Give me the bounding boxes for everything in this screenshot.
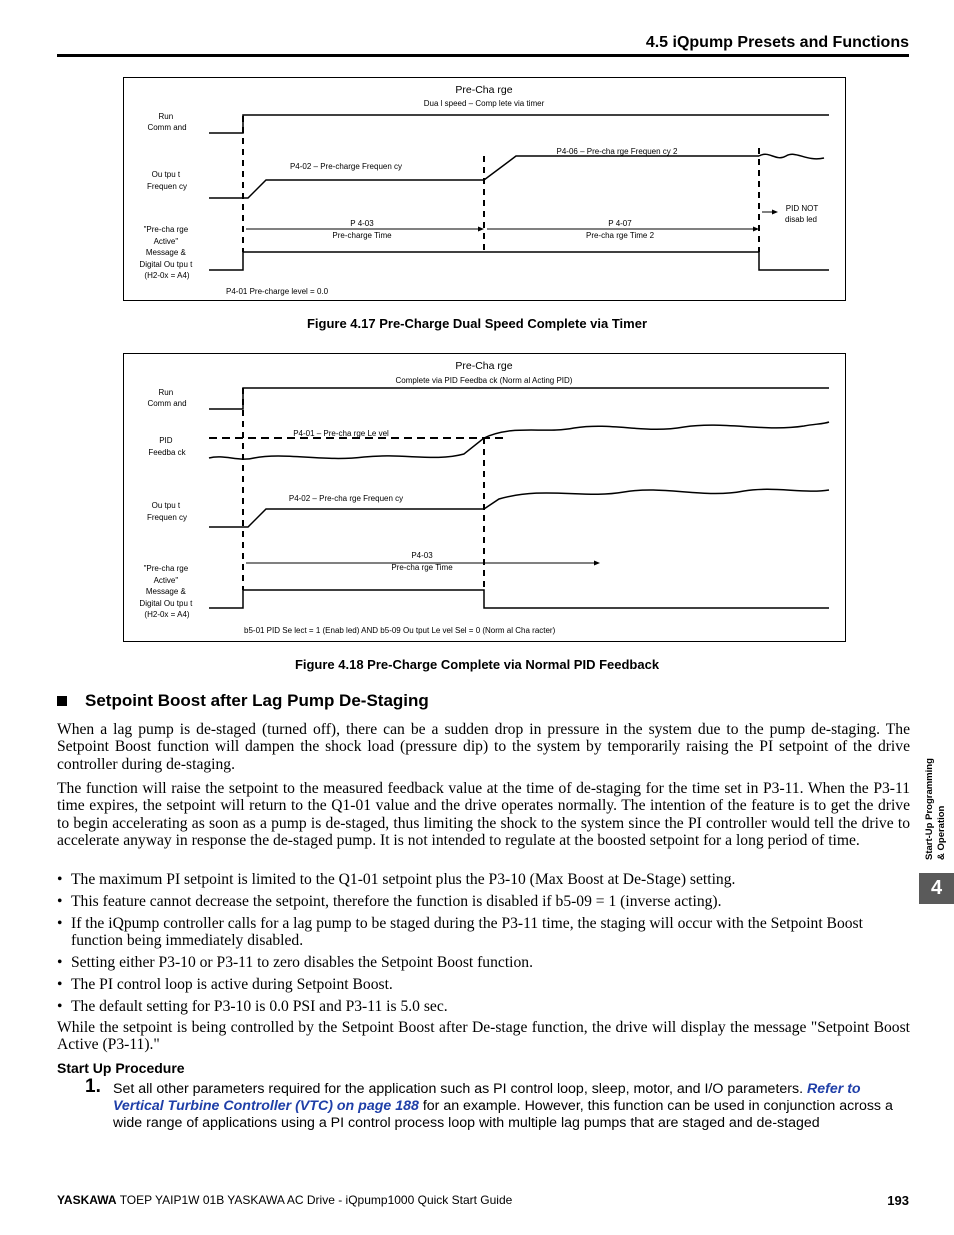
list-item: • This feature cannot decrease the setpoint, therefore the function is disabled if b5-09 = 1 (inverse acting).	[57, 893, 722, 910]
fig2-label-output: Ou tpu t Frequen cy	[146, 501, 188, 522]
fig1-footer-note: P4-01 Pre-charge level = 0.0	[226, 287, 329, 296]
figure-4-17-caption: Figure 4.17 Pre-Charge Dual Speed Complete via Timer	[306, 316, 648, 331]
fig1-p4-06: P4-06 – Pre-cha rge Frequen cy 2	[556, 147, 678, 156]
fig2-title: Pre-Cha rge	[455, 360, 513, 372]
fig1-title: Pre-Cha rge	[455, 84, 513, 96]
cross-reference-link[interactable]: Refer to Vertical Turbine Controller (VTC) on page 188	[113, 1081, 861, 1114]
section-heading	[57, 691, 429, 711]
list-item: • The maximum PI setpoint is limited to the Q1-01 setpoint plus the P3-10 (Max Boost at De-Stage) setting.	[57, 871, 736, 888]
startup-heading: Start Up Procedure	[57, 1060, 185, 1076]
fig1-label-output: Ou tpu t Frequen cy	[146, 170, 188, 191]
chapter-side-label	[921, 735, 947, 865]
fig1-pid-arrowhead	[772, 210, 778, 215]
fig1-freq-wave	[759, 154, 824, 159]
figure-4-18	[123, 353, 846, 642]
fig2-label-run: Run Comm and	[147, 388, 187, 408]
fig2-precharge-trace	[209, 590, 829, 608]
chapter-number-tab: 4	[919, 873, 954, 904]
list-item: • If the iQpump controller calls for a lag pump to be staged during the P3-11 time, the staging will occur with the Setpoint Boost function being immediately disabled.	[57, 915, 863, 950]
fig1-run-trace	[209, 115, 829, 133]
fig1-label-run: Run Comm and	[147, 112, 187, 132]
fig2-pid-trace	[209, 422, 829, 459]
fig2-p4-01: P4-01 – Pre-cha rge Le vel	[293, 429, 389, 438]
fig2-p4-03: P4-03	[411, 551, 433, 560]
fig2-p4-02: P4-02 – Pre-cha rge Frequen cy	[288, 494, 404, 503]
fig1-disabled: disab led	[784, 215, 818, 224]
side-label-line2: & Operation	[936, 805, 947, 860]
fig1-pid-not: PID NOT	[785, 204, 819, 213]
step-text: Set all other parameters required for the application such as PI control loop, sleep, motor, and I/O parameters. Refer to Vertical Turbine Controller (VTC) on page 188 for an example. However, this function can be used in conjunction across a wide range of applications using a PI control process loop with multiple lag pumps that are staged and de-staged	[113, 1081, 893, 1131]
list-item: • Setting either P3-10 or P3-11 to zero disables the Setpoint Boost function.	[57, 954, 533, 972]
fig2-p4-03-sub: Pre-cha rge Time	[391, 563, 453, 572]
paragraph-message: While the setpoint is being controlled by the Setpoint Boost after De-stage function, the drive will display the message "Setpoint Boost Active (P3-11)."	[57, 1019, 910, 1054]
fig1-p4-03-sub: Pre-charge Time	[332, 231, 392, 240]
side-label-line1: Start-Up Programming	[924, 758, 935, 860]
fig2-footer-note: b5-01 PID Se lect = 1 (Enab led) AND b5-09 Ou tput Le vel Sel = 0 (Norm al Cha racter)	[244, 626, 556, 635]
figure-4-18-caption: Figure 4.18 Pre-Charge Complete via Normal PID Feedback	[294, 657, 660, 672]
fig2-p4-03-arrowhead	[594, 561, 600, 566]
fig1-subtitle: Dua l speed – Comp lete via timer	[423, 99, 545, 108]
figure-4-17-diagram	[124, 78, 845, 300]
list-item: • The PI control loop is active during Setpoint Boost.	[57, 976, 393, 994]
fig1-label-precharge: "Pre-cha rge Active" Message & Digital Ou tpu t (H2-0x = A4)	[139, 225, 193, 280]
fig1-precharge-trace	[209, 252, 829, 270]
fig2-label-pid: PID Feedba ck	[148, 436, 186, 457]
figure-4-17	[123, 77, 846, 301]
fig2-subtitle: Complete via PID Feedba ck (Norm al Acting PID)	[395, 376, 573, 385]
fig2-label-precharge: "Pre-cha rge Active" Message & Digital Ou tpu t (H2-0x = A4)	[139, 564, 193, 619]
fig2-freq-trace	[209, 509, 484, 527]
fig1-p4-03: P 4-03	[350, 219, 374, 228]
page-number: 193	[887, 1193, 909, 1208]
fig2-freq-wave	[484, 489, 829, 509]
fig1-p4-07: P 4-07	[608, 219, 632, 228]
fig2-run-trace	[209, 388, 829, 409]
section-heading-text: Setpoint Boost after Lag Pump De-Staging	[85, 691, 429, 710]
figure-4-18-diagram	[124, 354, 845, 641]
section-bullet-icon	[57, 696, 67, 706]
header-rule	[57, 54, 909, 57]
bullet-list	[57, 871, 910, 1020]
paragraph-intro: When a lag pump is de-staged (turned off), there can be a sudden drop in pressure in the system due to the pump de-staging. The Setpoint Boost function will dampen the shock load (pressure dip) to the system by temporarily raising the PI setpoint of the drive controller during de-staging.	[57, 721, 910, 773]
section-title: 4.5 iQpump Presets and Functions	[645, 34, 909, 51]
step-number: 1.	[85, 1076, 101, 1097]
paragraph-function: The function will raise the setpoint to the measured feedback value at the time of de-staging for the time set in P3-11. When the P3-11 time expires, the setpoint will return to the Q1-01 value and the drive operates normally. The intention of the feature is to get the drive to begin accelerating as soon as a pump is de-staged, thus limiting the shock to the system since the PI controller would tell the drive to accelerate anyway in response the de-staged pump. It is not intended to regulate at the boosted setpoint for a long period of time.	[57, 780, 910, 850]
fig1-p4-07-sub: Pre-cha rge Time 2	[585, 231, 655, 240]
fig1-p4-02: P4-02 – Pre-charge Frequen cy	[289, 162, 403, 171]
list-item: • The default setting for P3-10 is 0.0 PSI and P3-11 is 5.0 sec.	[57, 998, 448, 1016]
footer-doc-title: YASKAWA TOEP YAIP1W 01B YASKAWA AC Drive - iQpump1000 Quick Start Guide	[57, 1193, 513, 1207]
